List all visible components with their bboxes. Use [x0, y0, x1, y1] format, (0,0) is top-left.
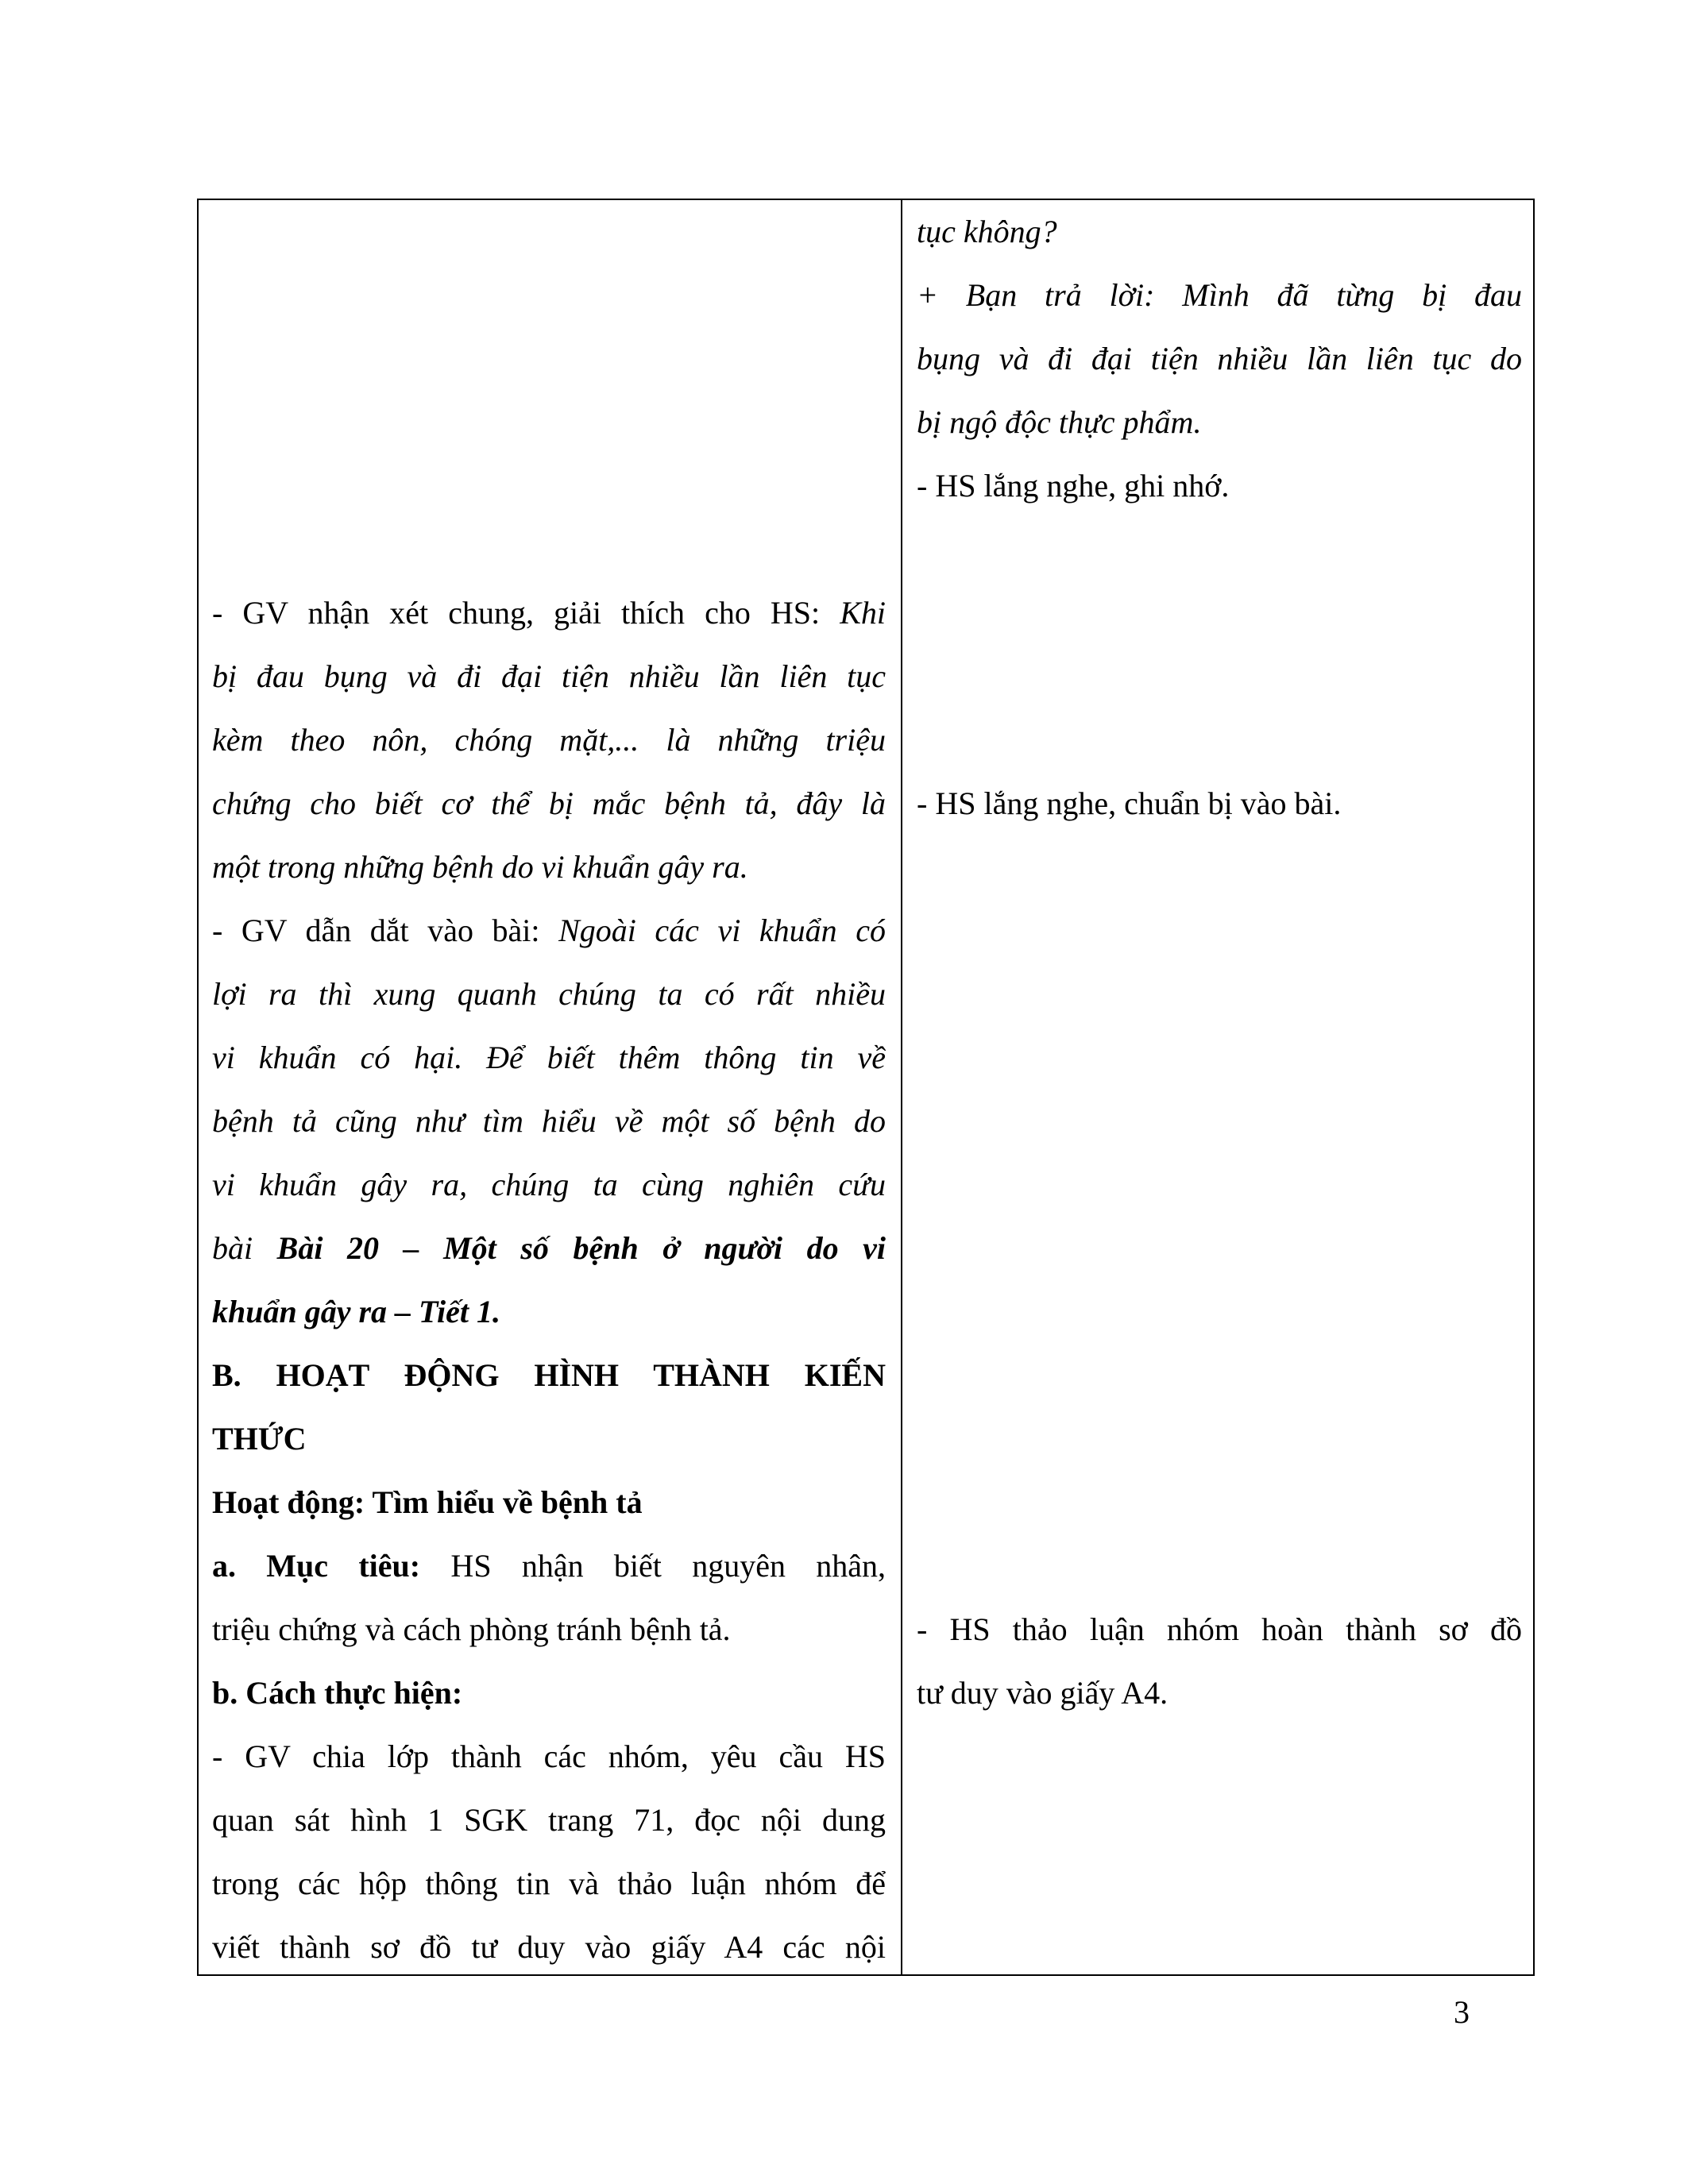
gv-lead-line-6: bài Bài 20 – Một số bệnh ở người do vi	[212, 1230, 886, 1266]
answer-line-1: + Bạn trả lời: Mình đã từng bị đau	[917, 277, 1522, 313]
objective-line-1: a. Mục tiêu: HS nhận biết nguyên nhân,	[212, 1548, 886, 1584]
method-label: b. Cách thực hiện:	[212, 1675, 463, 1711]
gv-lead-line-3: vi khuẩn có hại. Để biết thêm thông tin về	[212, 1040, 886, 1075]
left-column-content	[212, 581, 886, 1979]
column-divider	[901, 200, 902, 1974]
listen-note-1: - HS lắng nghe, ghi nhớ.	[917, 468, 1230, 504]
objective-line-2: triệu chứng và cách phòng tránh bệnh tả.	[212, 1611, 731, 1647]
method-line-4: viết thành sơ đồ tư duy vào giấy A4 các nội	[212, 1929, 886, 1965]
right-discuss-block	[917, 1598, 1522, 1725]
discuss-line-2: tư duy vào giấy A4.	[917, 1675, 1168, 1711]
section-heading-line-2: THỨC	[212, 1421, 307, 1457]
gv-comment-line-2: bị đau bụng và đi đại tiện nhiều lần liên tục	[212, 658, 886, 694]
right-listen-block	[917, 772, 1522, 835]
method-line-3: trong các hộp thông tin và thảo luận nhóm để	[212, 1866, 886, 1901]
gv-comment-line-3: kèm theo nôn, chóng mặt,... là những triệu	[212, 722, 886, 758]
activity-title: Hoạt động: Tìm hiểu về bệnh tả	[212, 1484, 643, 1520]
lesson-title-end: khuẩn gây ra – Tiết 1.	[212, 1294, 500, 1329]
method-line-1: - GV chia lớp thành các nhóm, yêu cầu HS	[212, 1738, 886, 1774]
gv-lead-line-1: - GV dẫn dắt vào bài: Ngoài các vi khuẩn có	[212, 913, 886, 948]
answer-line-3: bị ngộ độc thực phẩm.	[917, 404, 1202, 440]
gv-comment-line-1: - GV nhận xét chung, giải thích cho HS: Khi	[212, 595, 886, 631]
right-top-block	[917, 200, 1522, 518]
gv-lead-line-5: vi khuẩn gây ra, chúng ta cùng nghiên cứu	[212, 1167, 886, 1202]
gv-comment-line-4: chứng cho biết cơ thể bị mắc bệnh tả, đây là	[212, 785, 886, 821]
question-end: tục không?	[917, 214, 1057, 249]
listen-note-2: - HS lắng nghe, chuẩn bị vào bài.	[917, 785, 1342, 821]
method-line-2: quan sát hình 1 SGK trang 71, đọc nội dung	[212, 1802, 886, 1838]
discuss-line-1: - HS thảo luận nhóm hoàn thành sơ đồ	[917, 1611, 1522, 1647]
gv-comment-line-5: một trong những bệnh do vi khuẩn gây ra.	[212, 849, 748, 885]
gv-lead-line-2: lợi ra thì xung quanh chúng ta có rất nhiều	[212, 976, 886, 1012]
page-number: 3	[1454, 1994, 1470, 2030]
gv-lead-line-4: bệnh tả cũng như tìm hiểu về một số bệnh do	[212, 1103, 886, 1139]
lesson-table	[197, 199, 1535, 1976]
section-heading-line-1: B. HOẠT ĐỘNG HÌNH THÀNH KIẾN	[212, 1357, 886, 1393]
answer-line-2: bụng và đi đại tiện nhiều lần liên tục do	[917, 341, 1522, 376]
